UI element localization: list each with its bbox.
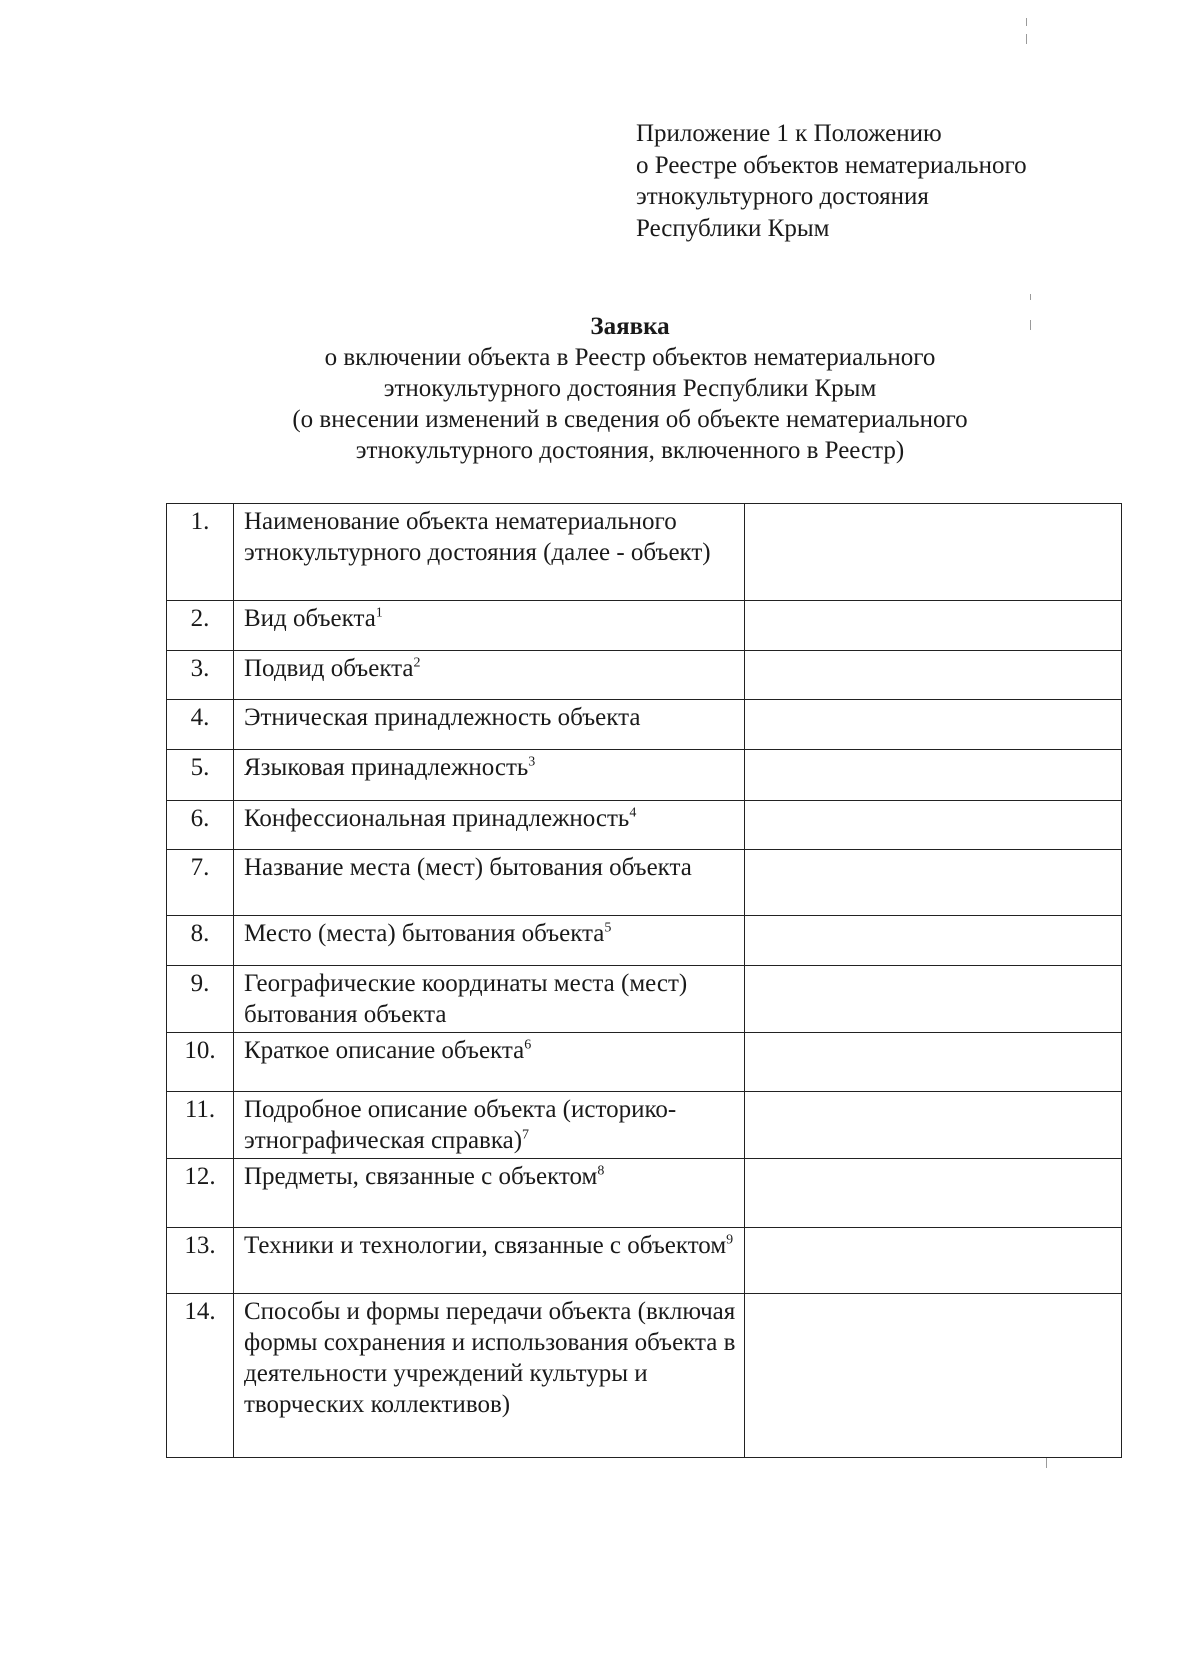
table-row (167, 916, 1122, 966)
row-label-text: Этническая принадлежность объекта (244, 704, 641, 731)
footnote-marker: 2 (413, 655, 421, 671)
row-number: 3. (167, 651, 234, 700)
footnote-marker: 1 (375, 605, 383, 621)
table-row (167, 601, 1122, 651)
heading-line: этнокультурного достояния, включенного в Реестр) (355, 437, 905, 464)
row-number: 5. (167, 750, 234, 801)
scan-speck (1030, 294, 1031, 300)
row-label-text: Географические координаты места (мест) бытования объекта (244, 970, 688, 1028)
row-number: 12. (167, 1159, 234, 1228)
table-row (167, 1228, 1122, 1294)
table-row (167, 1033, 1122, 1092)
row-label (234, 1228, 745, 1294)
row-value-cell[interactable] (745, 504, 1122, 601)
row-label (234, 1092, 745, 1159)
scan-speck (1026, 34, 1027, 44)
row-label (234, 651, 745, 700)
row-label (234, 601, 745, 651)
table-row (167, 966, 1122, 1033)
row-label (234, 750, 745, 801)
footnote-marker: 7 (522, 1127, 530, 1143)
row-label-text: Место (места) бытования объекта (244, 920, 605, 947)
footnote-marker: 6 (524, 1037, 532, 1053)
row-value-cell[interactable] (745, 966, 1122, 1033)
row-value-cell[interactable] (745, 916, 1122, 966)
row-label (234, 1159, 745, 1228)
scan-speck (1046, 1458, 1047, 1468)
table-row (167, 750, 1122, 801)
row-value-cell[interactable] (745, 801, 1122, 850)
row-label (234, 801, 745, 850)
row-number: 4. (167, 700, 234, 750)
row-label (234, 504, 745, 601)
row-label-text: Название места (мест) бытования объекта (244, 854, 692, 881)
row-label (234, 850, 745, 916)
row-label (234, 1033, 745, 1092)
table-row (167, 801, 1122, 850)
row-label (234, 966, 745, 1033)
heading-line: о включении объекта в Реестр объектов нематериального (324, 344, 936, 371)
document-title: Заявка (590, 313, 670, 340)
row-number: 6. (167, 801, 234, 850)
table-row (167, 504, 1122, 601)
row-number: 11. (167, 1092, 234, 1159)
heading-line: этнокультурного достояния Республики Крым (383, 375, 877, 402)
row-number: 2. (167, 601, 234, 651)
footnote-marker: 4 (629, 805, 637, 821)
annex-reference (636, 118, 1027, 244)
table-row (167, 1294, 1122, 1458)
row-number: 9. (167, 966, 234, 1033)
table-row (167, 850, 1122, 916)
annex-line: Республики Крым (636, 214, 830, 242)
row-value-cell[interactable] (745, 1033, 1122, 1092)
row-value-cell[interactable] (745, 850, 1122, 916)
row-value-cell[interactable] (745, 1159, 1122, 1228)
row-value-cell[interactable] (745, 1228, 1122, 1294)
row-label (234, 916, 745, 966)
row-label-text: Конфессиональная принадлежность (244, 805, 630, 832)
row-value-cell[interactable] (745, 651, 1122, 700)
row-number: 10. (167, 1033, 234, 1092)
row-label-text: Подробное описание объекта (историко-этнографическая справка) (244, 1096, 677, 1154)
row-value-cell[interactable] (745, 1294, 1122, 1458)
table-row (167, 1159, 1122, 1228)
annex-line: этнокультурного достояния (636, 183, 929, 210)
row-value-cell[interactable] (745, 1092, 1122, 1159)
row-label (234, 1294, 745, 1458)
row-value-cell[interactable] (745, 750, 1122, 801)
row-value-cell[interactable] (745, 601, 1122, 651)
row-label-text: Подвид объекта (244, 655, 414, 682)
scan-speck (1026, 18, 1027, 26)
row-number: 1. (167, 504, 234, 601)
table-row (167, 1092, 1122, 1159)
row-number: 13. (167, 1228, 234, 1294)
row-value-cell[interactable] (745, 700, 1122, 750)
row-number: 14. (167, 1294, 234, 1458)
footnote-marker: 9 (726, 1232, 734, 1248)
row-label-text: Языковая принадлежность (244, 754, 529, 781)
row-number: 8. (167, 916, 234, 966)
footnote-marker: 5 (604, 920, 612, 936)
row-label-text: Техники и технологии, связанные с объектом (244, 1232, 727, 1259)
row-label-text: Предметы, связанные с объектом (244, 1163, 598, 1190)
footnote-marker: 8 (597, 1163, 605, 1179)
row-label-text: Наименование объекта нематериального этнокультурного достояния (далее - объект) (244, 508, 711, 566)
row-label-text: Способы и формы передачи объекта (включая формы сохранения и использования объекта в деятельности учреждений культуры и творческих коллективов) (244, 1298, 736, 1418)
footnote-marker: 3 (528, 754, 536, 770)
row-label (234, 700, 745, 750)
document-heading (0, 311, 1200, 466)
table-row (167, 651, 1122, 700)
heading-line: (о внесении изменений в сведения об объекте нематериального (292, 406, 968, 433)
application-form-table (166, 503, 1122, 1458)
row-label-text: Краткое описание объекта (244, 1037, 525, 1064)
scan-speck (1030, 320, 1031, 330)
row-number: 7. (167, 850, 234, 916)
annex-line: Приложение 1 к Положению (636, 120, 942, 147)
table-row (167, 700, 1122, 750)
annex-line: о Реестре объектов нематериального (636, 151, 1027, 179)
row-label-text: Вид объекта (244, 605, 376, 632)
